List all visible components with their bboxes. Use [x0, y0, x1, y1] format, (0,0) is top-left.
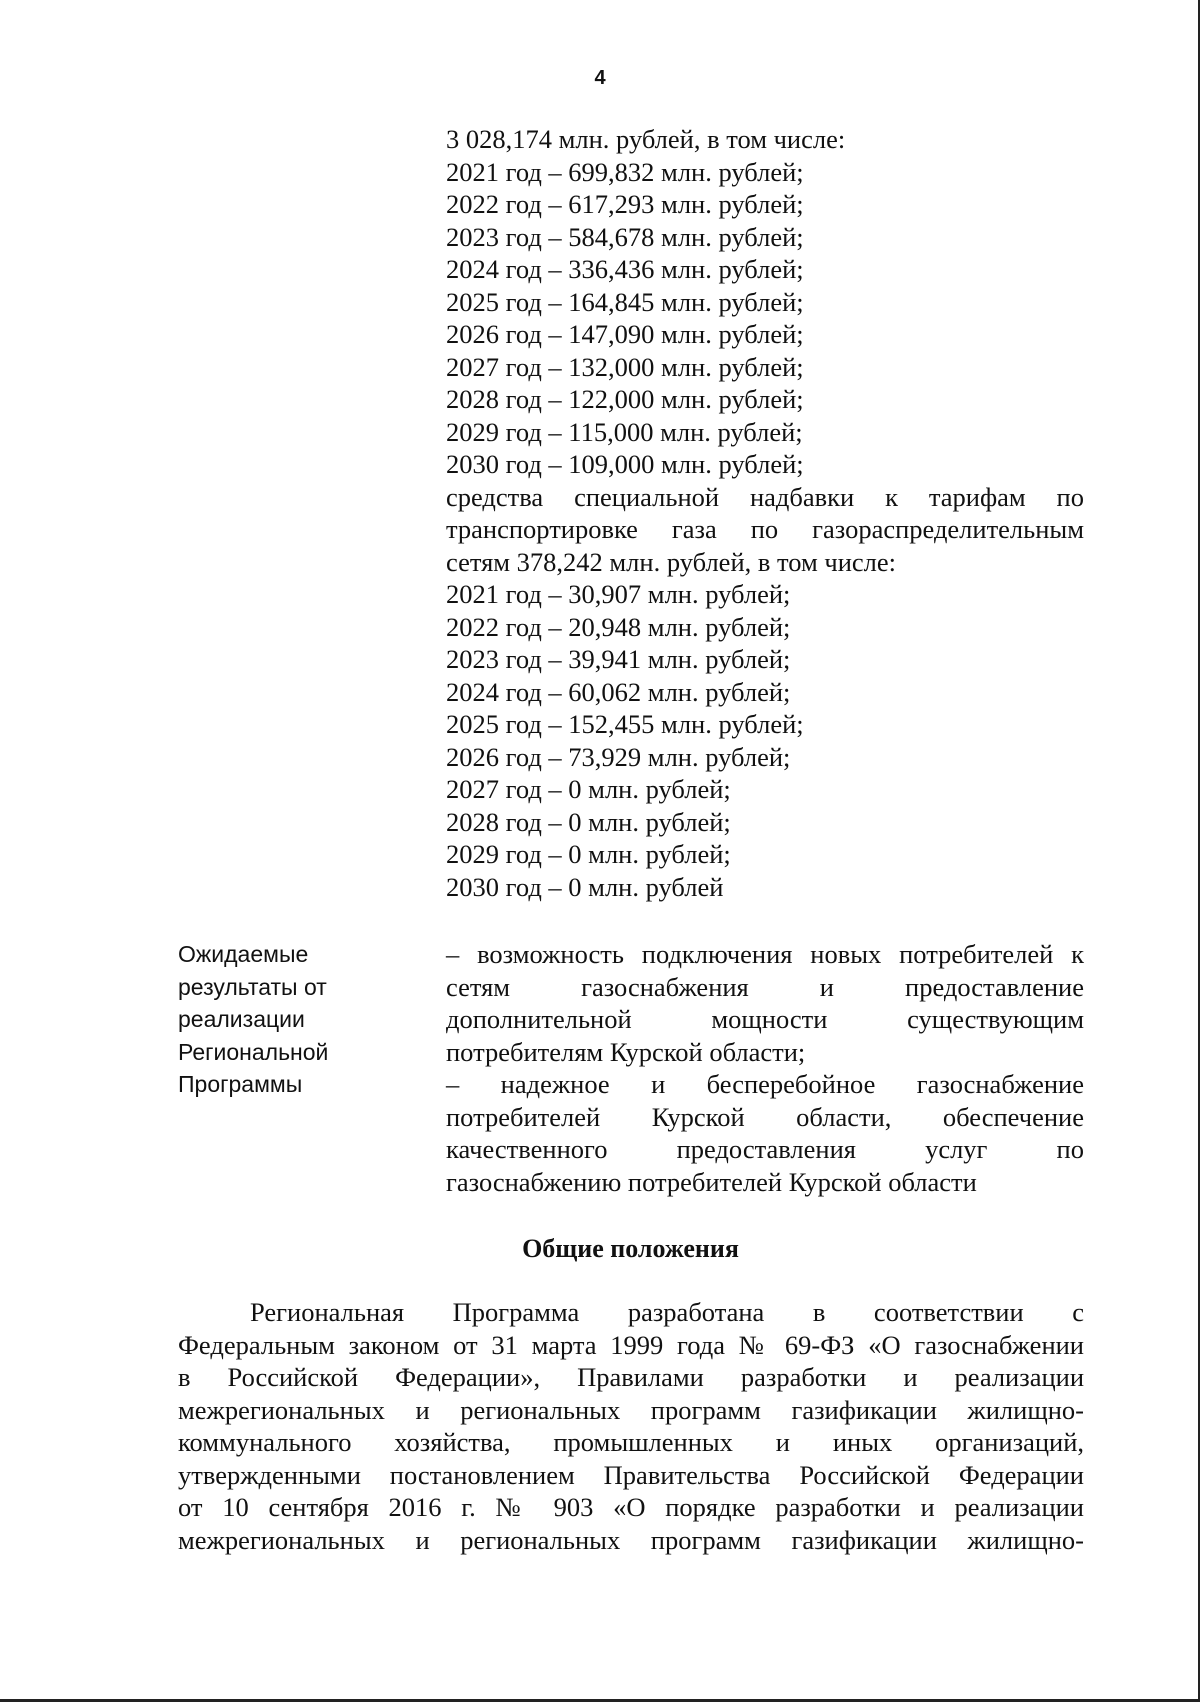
page-number: 4: [594, 67, 606, 89]
label-line: реализации: [178, 1006, 305, 1032]
tariff-funding-year: 2021 год – 30,907 млн. рублей;: [446, 579, 791, 609]
federal-funding-year: 2029 год – 115,000 млн. рублей;: [446, 416, 803, 447]
tariff-funding-year: 2022 год – 20,948 млн. рублей;: [446, 611, 791, 642]
federal-funding-year: 2027 год – 132,000 млн. рублей;: [446, 351, 804, 382]
tariff-funding-year: 2023 год – 39,941 млн. рублей;: [446, 644, 791, 674]
general-provisions-paragraph: [178, 1296, 1084, 1556]
result-item-line: сетям газоснабжения и предоставление: [446, 971, 1084, 1002]
tariff-funding-year: 2030 год – 0 млн. рублей: [446, 871, 724, 902]
paragraph-line: коммунального хозяйства, промышленных и иных организаций,: [178, 1427, 1084, 1457]
funding-sources-block: [446, 123, 1084, 903]
tariff-funding-year: 2026 год – 73,929 млн. рублей;: [446, 741, 791, 772]
section-title: Общие положения: [522, 1234, 739, 1263]
federal-funding-total: 3 028,174 млн. рублей, в том числе:: [446, 124, 846, 154]
paragraph-line: от 10 сентября 2016 г. № 903 «О порядке разработки и реализации: [178, 1492, 1084, 1522]
label-line: результаты от: [178, 973, 327, 1000]
tariff-intro-line: транспортировке газа по газораспределительным: [446, 514, 1084, 544]
paragraph-line: межрегиональных и региональных программ газификации жилищно-: [178, 1524, 1084, 1555]
result-item-line: потребителям Курской области;: [446, 1036, 806, 1067]
expected-results-text: [446, 938, 1084, 1198]
tariff-funding-year: 2025 год – 152,455 млн. рублей;: [446, 709, 804, 739]
result-item-line: газоснабжению потребителей Курской области: [446, 1166, 977, 1197]
paragraph-line: в Российской Федерации», Правилами разработки и реализации: [178, 1362, 1084, 1392]
federal-funding-year: 2023 год – 584,678 млн. рублей;: [446, 221, 804, 252]
label-line: Ожидаемые: [178, 941, 309, 967]
tariff-funding-year: 2024 год – 60,062 млн. рублей;: [446, 676, 791, 707]
federal-funding-year: 2028 год – 122,000 млн. рублей;: [446, 384, 804, 414]
paragraph-line: межрегиональных и региональных программ газификации жилищно-: [178, 1394, 1084, 1425]
tariff-funding-year: 2028 год – 0 млн. рублей;: [446, 806, 731, 837]
tariff-funding-year: 2029 год – 0 млн. рублей;: [446, 839, 731, 869]
federal-funding-year: 2024 год – 336,436 млн. рублей;: [446, 254, 804, 284]
label-line: Региональной: [178, 1038, 329, 1065]
result-item-line: потребителей Курской области, обеспечение: [446, 1101, 1084, 1132]
result-item-line: – надежное и бесперебойное газоснабжение: [446, 1069, 1084, 1099]
paragraph-line: утвержденными постановлением Правительства Российской Федерации: [178, 1459, 1084, 1490]
label-line: Программы: [178, 1071, 303, 1097]
result-item-line: дополнительной мощности существующим: [446, 1004, 1084, 1034]
federal-funding-year: 2026 год – 147,090 млн. рублей;: [446, 319, 804, 349]
result-item-line: качественного предоставления услуг по: [446, 1134, 1084, 1164]
federal-funding-year: 2021 год – 699,832 млн. рублей;: [446, 156, 804, 187]
result-item-line: – возможность подключения новых потребителей к: [446, 939, 1084, 969]
federal-funding-year: 2025 год – 164,845 млн. рублей;: [446, 286, 804, 317]
federal-funding-year: 2022 год – 617,293 млн. рублей;: [446, 189, 804, 219]
federal-funding-year: 2030 год – 109,000 млн. рублей;: [446, 449, 804, 479]
expected-results-label: [178, 938, 408, 1101]
tariff-intro-line: средства специальной надбавки к тарифам по: [446, 481, 1084, 512]
paragraph-line: Региональная Программа разработана в соответствии с: [250, 1297, 1084, 1327]
tariff-funding-year: 2027 год – 0 млн. рублей;: [446, 774, 731, 804]
paragraph-line: Федеральным законом от 31 марта 1999 года № 69-ФЗ «О газоснабжении: [178, 1329, 1084, 1360]
tariff-funding-total: сетям 378,242 млн. рублей, в том числе:: [446, 546, 897, 577]
